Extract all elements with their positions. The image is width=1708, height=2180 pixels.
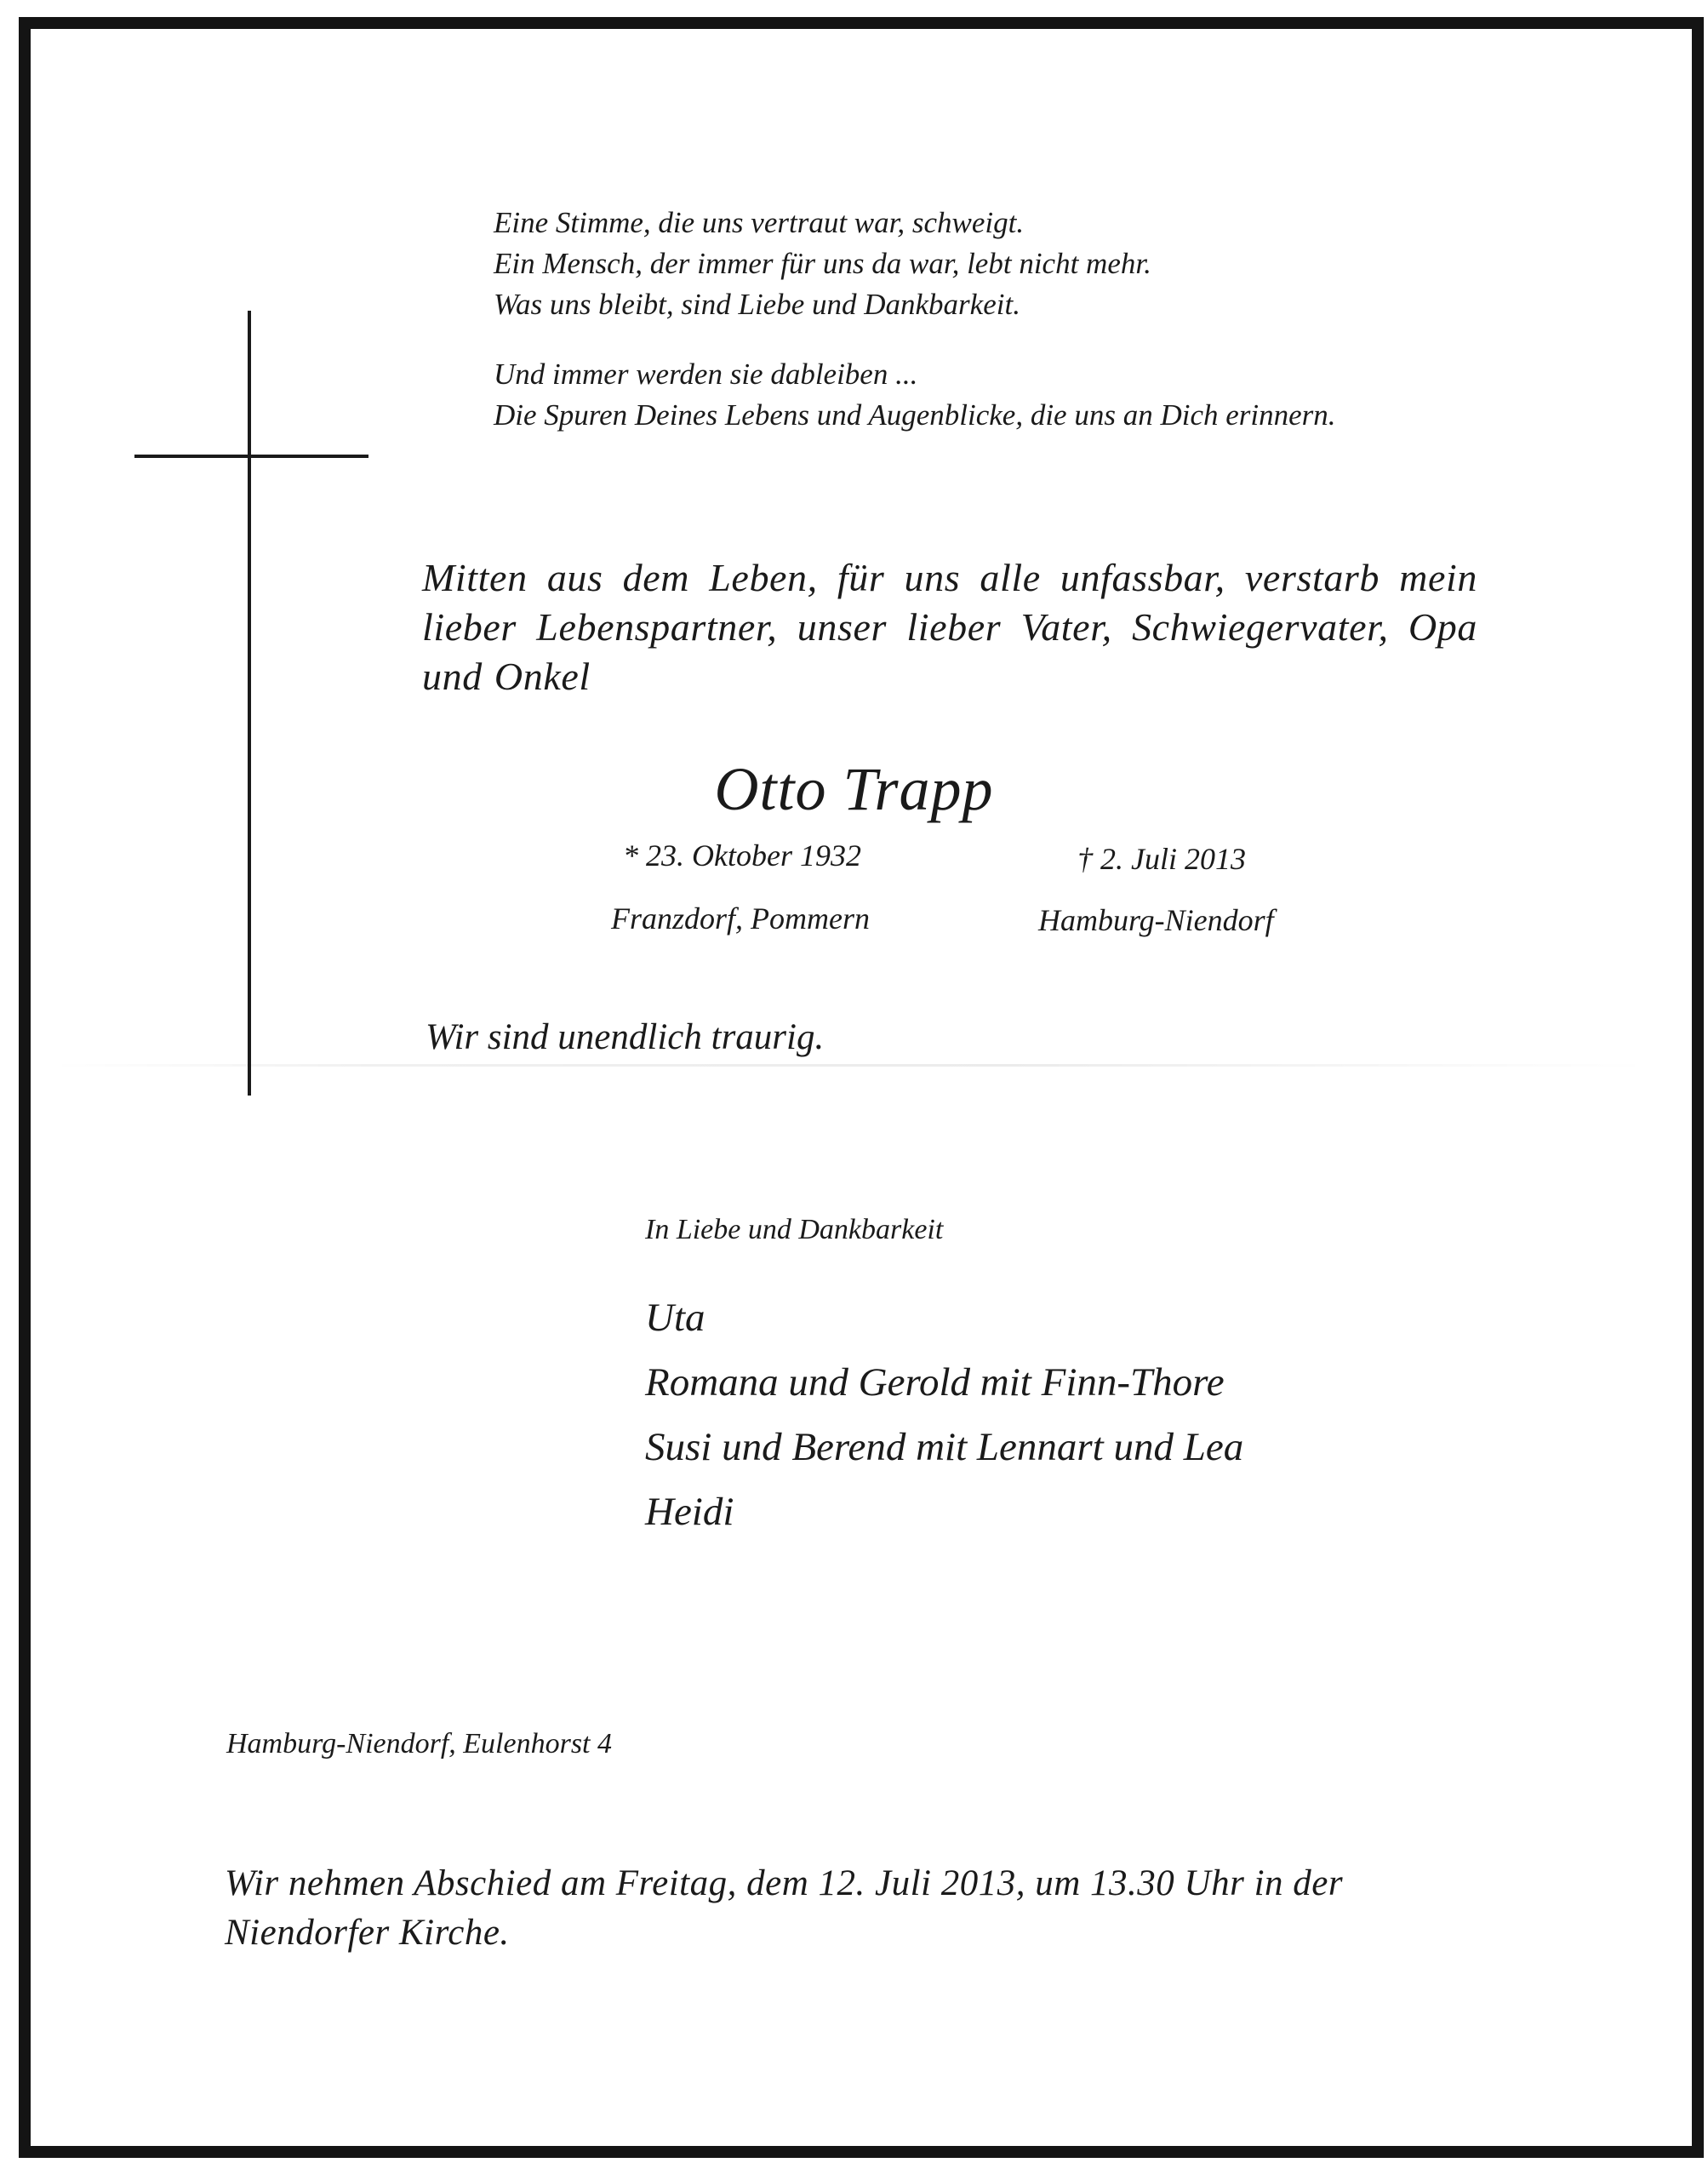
mourner-name: Uta <box>645 1296 705 1340</box>
cross-icon-horizontal-bar <box>134 455 368 458</box>
funeral-notice: Wir nehmen Abschied am Freitag, dem 12. Juli 2013, um 13.30 Uhr in der Niendorfer Kirche. <box>225 1863 1344 1953</box>
mourner-name: Susi und Berend mit Lennart und Lea <box>645 1425 1244 1469</box>
mourners-intro: In Liebe und Dankbarkeit <box>645 1214 944 1245</box>
family-address: Hamburg-Niendorf, Eulenhorst 4 <box>226 1728 613 1759</box>
grief-line: Wir sind unendlich traurig. <box>426 1017 825 1057</box>
poem-line: Und immer werden sie dableiben ... <box>494 358 918 391</box>
mourner-name: Heidi <box>645 1490 734 1534</box>
mourner-name: Romana und Gerold mit Finn-Thore <box>645 1360 1225 1405</box>
cross-icon-vertical-bar <box>248 311 251 1096</box>
birth-place: Franzdorf, Pommern <box>611 901 870 936</box>
paper-fold <box>51 1064 1651 1067</box>
poem-line: Was uns bleibt, sind Liebe und Dankbarkeit. <box>494 288 1020 321</box>
deceased-name: Otto Trapp <box>714 755 994 823</box>
death-place: Hamburg-Niendorf <box>1038 903 1274 937</box>
birth-date: * 23. Oktober 1932 <box>623 838 861 873</box>
poem-line: Eine Stimme, die uns vertraut war, schweigt. <box>494 206 1025 239</box>
mourning-border <box>19 17 1704 2158</box>
death-announcement: Mitten aus dem Leben, für uns alle unfassbar, verstarb mein lieber Lebenspartner, unser lieber Vater, Schwiegervater, Opa und Onkel <box>422 556 1477 698</box>
poem-line: Ein Mensch, der immer für uns da war, lebt nicht mehr. <box>494 247 1151 280</box>
poem-line: Die Spuren Deines Lebens und Augenblicke, die uns an Dich erinnern. <box>494 398 1336 432</box>
death-date: † 2. Juli 2013 <box>1077 842 1246 876</box>
